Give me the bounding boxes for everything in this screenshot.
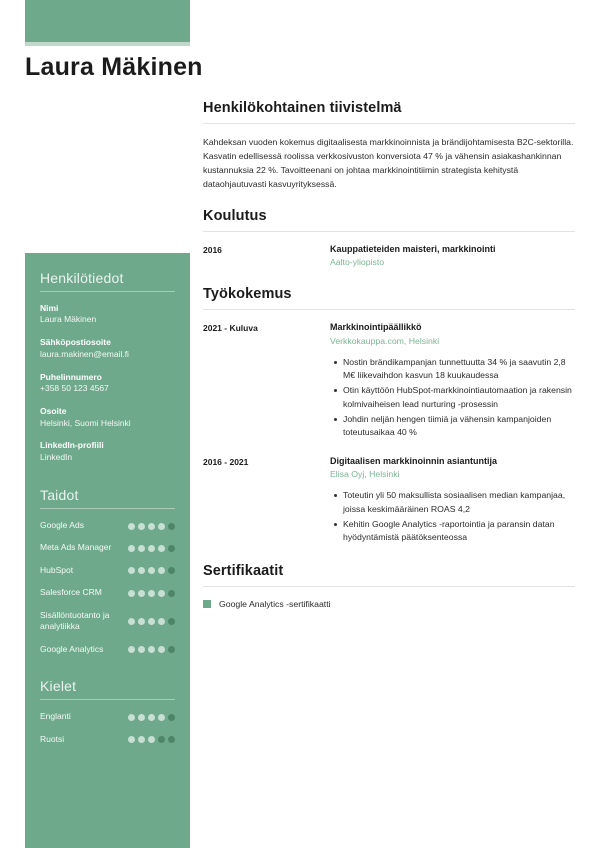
section-heading-experience: Työkokemus <box>203 286 292 303</box>
rating-dot-filled <box>138 545 145 552</box>
rating-row <box>40 565 175 576</box>
entry-bullet-list <box>330 356 575 441</box>
rating-row <box>40 587 175 598</box>
entry-title: Kauppatieteiden maisteri, markkinointi <box>330 244 496 255</box>
section-heading-summary: Henkilökohtainen tiivistelmä <box>203 100 402 116</box>
page-title: Laura Mäkinen <box>25 53 203 81</box>
rating-row <box>40 734 175 745</box>
contact-field <box>40 440 175 463</box>
entry-bullet: Kehitin Google Analytics -raportointia ja paransin datan hyödyntämistä päätöksenteossa <box>343 518 575 546</box>
entry-date: 2021 - Kuluva <box>203 323 258 334</box>
contact-field-value: Helsinki, Suomi Helsinki <box>40 417 131 428</box>
rating-label: Englanti <box>40 711 71 722</box>
rating-row <box>40 520 175 531</box>
entry-bullet: Nostin brändikampanjan tunnettuutta 34 % ja saavutin 2,8 M€ liikevaihdon kasvun 18 kuukaudessa <box>343 356 575 384</box>
rating-dots <box>128 589 175 597</box>
rating-row <box>40 610 175 633</box>
section-education <box>203 208 575 269</box>
rating-dot-empty <box>168 523 175 530</box>
sidebar-divider-personal <box>40 291 175 292</box>
rating-dot-filled <box>128 590 135 597</box>
rating-dot-filled <box>158 714 165 721</box>
summary-text: Kahdeksan vuoden kokemus digitaalisesta markkinoinnista ja brändijohtamisesta B2C-sektorilla. Kasvatin edellisessä roolissa verkkosivuston konversiota 47 % ja vähensin asiakashankinnan kustannuksia 22 %. Tavoitteenani on johtaa markkinointitiimin strategista kehitystä dataohjautuvasti kasvuyrityksessä. <box>203 137 574 190</box>
certification-label: Google Analytics -sertifikaatti <box>219 599 331 610</box>
entry <box>203 321 575 441</box>
rating-dot-filled <box>138 523 145 530</box>
certification-bullet-icon <box>203 600 211 608</box>
rating-dot-empty <box>168 590 175 597</box>
entry-body <box>330 243 575 269</box>
rating-dot-filled <box>138 646 145 653</box>
sidebar-section-languages <box>40 678 175 745</box>
rating-dot-filled <box>128 567 135 574</box>
section-heading-certifications: Sertifikaatit <box>203 563 284 580</box>
sidebar-spacer-2 <box>40 666 175 678</box>
rating-dot-filled <box>138 567 145 574</box>
rating-dot-filled <box>128 714 135 721</box>
sidebar-divider-languages <box>40 699 175 700</box>
rating-dot-empty <box>168 714 175 721</box>
rating-label: Google Ads <box>40 519 84 530</box>
rating-dot-filled <box>138 736 145 743</box>
rating-dot-empty <box>168 567 175 574</box>
entry-date: 2016 <box>203 245 222 256</box>
rating-dots <box>128 645 175 653</box>
section-certifications <box>203 563 575 611</box>
contact-field-value: Laura Mäkinen <box>40 314 97 325</box>
header-accent-underline <box>25 42 190 46</box>
contact-field-value: LinkedIn <box>40 451 73 462</box>
rating-dot-empty <box>168 646 175 653</box>
rating-dot-filled <box>148 618 155 625</box>
experience-entry-list <box>203 321 575 546</box>
contact-field-label: Osoite <box>40 406 67 417</box>
sidebar-divider-skills <box>40 508 175 509</box>
section-summary <box>203 100 575 191</box>
rating-dot-filled <box>138 714 145 721</box>
rating-dots <box>128 617 175 625</box>
contact-field <box>40 406 175 429</box>
rating-dot-filled <box>158 567 165 574</box>
section-divider-summary <box>203 123 575 124</box>
contact-field <box>40 372 175 395</box>
entry <box>203 455 575 546</box>
contact-field-label: Nimi <box>40 303 59 313</box>
main-column <box>203 100 575 628</box>
entry-bullet: Toteutin yli 50 maksullista sosiaalisen median kampanjaa, joissa keskimääräinen ROAS 4,2 <box>343 489 575 517</box>
entry-row <box>203 243 575 269</box>
skill-rating-list <box>40 520 175 655</box>
rating-dot-filled <box>138 618 145 625</box>
rating-dots <box>128 522 175 530</box>
contact-field-value: +358 50 123 4567 <box>40 383 109 394</box>
rating-dot-filled <box>148 590 155 597</box>
certification-item <box>203 598 575 611</box>
rating-label: HubSpot <box>40 564 74 575</box>
rating-dot-filled <box>158 646 165 653</box>
entry <box>203 243 575 269</box>
rating-label: Sisällöntuotanto ja analytiikka <box>40 609 110 632</box>
entry-row <box>203 321 575 441</box>
rating-dot-filled <box>158 618 165 625</box>
rating-dots <box>128 566 175 574</box>
rating-dot-filled <box>148 714 155 721</box>
rating-dot-filled <box>148 736 155 743</box>
rating-dot-filled <box>128 646 135 653</box>
section-experience <box>203 286 575 546</box>
rating-dot-filled <box>158 545 165 552</box>
contact-field-list <box>40 303 175 464</box>
contact-field-label: Puhelinnumero <box>40 371 102 382</box>
rating-dot-empty <box>168 618 175 625</box>
rating-dot-filled <box>128 523 135 530</box>
section-divider-education <box>203 231 575 232</box>
rating-dots <box>128 735 175 743</box>
rating-dot-empty <box>158 736 165 743</box>
entry-row <box>203 455 575 546</box>
entry-title: Markkinointipäällikkö <box>330 322 422 333</box>
rating-label: Google Analytics <box>40 643 104 654</box>
entry-subtitle: Elisa Oyj, Helsinki <box>330 469 400 480</box>
sidebar-heading-personal: Henkilötiedot <box>40 270 124 286</box>
sidebar-section-personal <box>40 270 175 464</box>
rating-dot-filled <box>158 523 165 530</box>
rating-dot-filled <box>128 736 135 743</box>
rating-label: Ruotsi <box>40 733 65 744</box>
entry-body <box>330 455 575 546</box>
section-divider-experience <box>203 309 575 310</box>
entry-subtitle: Verkkokauppa.com, Helsinki <box>330 335 440 346</box>
sidebar-section-skills <box>40 487 175 655</box>
rating-row <box>40 542 175 553</box>
rating-dot-empty <box>168 545 175 552</box>
rating-label: Meta Ads Manager <box>40 542 112 553</box>
rating-dot-filled <box>138 590 145 597</box>
rating-dot-filled <box>128 618 135 625</box>
rating-dot-filled <box>148 523 155 530</box>
entry-date: 2016 - 2021 <box>203 457 249 468</box>
rating-row <box>40 711 175 722</box>
entry-subtitle: Aalto-yliopisto <box>330 257 385 268</box>
rating-row <box>40 644 175 655</box>
language-rating-list <box>40 711 175 745</box>
header-accent-block <box>25 0 190 42</box>
sidebar-heading-languages: Kielet <box>40 678 77 695</box>
rating-dot-filled <box>148 646 155 653</box>
rating-dots <box>128 544 175 552</box>
certification-list <box>203 598 575 611</box>
rating-dot-filled <box>148 567 155 574</box>
entry-bullet: Otin käyttöön HubSpot-markkinointiautomaation ja rakensin kolmivaiheisen lead nurturing -prosessin <box>343 384 575 412</box>
entry-bullet: Johdin neljän hengen tiimiä ja vähensin kampanjoiden toteutusaikaa 40 % <box>343 413 575 441</box>
rating-dot-filled <box>158 590 165 597</box>
contact-field-label: LinkedIn-profiili <box>40 440 104 451</box>
rating-dots <box>128 713 175 721</box>
sidebar-spacer-1 <box>40 475 175 487</box>
entry-body <box>330 321 575 441</box>
rating-dot-filled <box>148 545 155 552</box>
section-divider-certifications <box>203 586 575 587</box>
contact-field <box>40 337 175 360</box>
contact-field-value: laura.makinen@email.fi <box>40 348 129 359</box>
section-heading-education: Koulutus <box>203 208 267 225</box>
entry-title: Digitaalisen markkinoinnin asiantuntija <box>330 456 498 467</box>
rating-label: Salesforce CRM <box>40 587 102 598</box>
contact-field <box>40 303 175 326</box>
entry-bullet-list <box>330 489 575 545</box>
rating-dot-filled <box>128 545 135 552</box>
contact-field-label: Sähköpostiosoite <box>40 337 111 348</box>
sidebar <box>25 253 190 848</box>
rating-dot-empty <box>168 736 175 743</box>
education-entry-list <box>203 243 575 269</box>
sidebar-heading-skills: Taidot <box>40 486 79 503</box>
